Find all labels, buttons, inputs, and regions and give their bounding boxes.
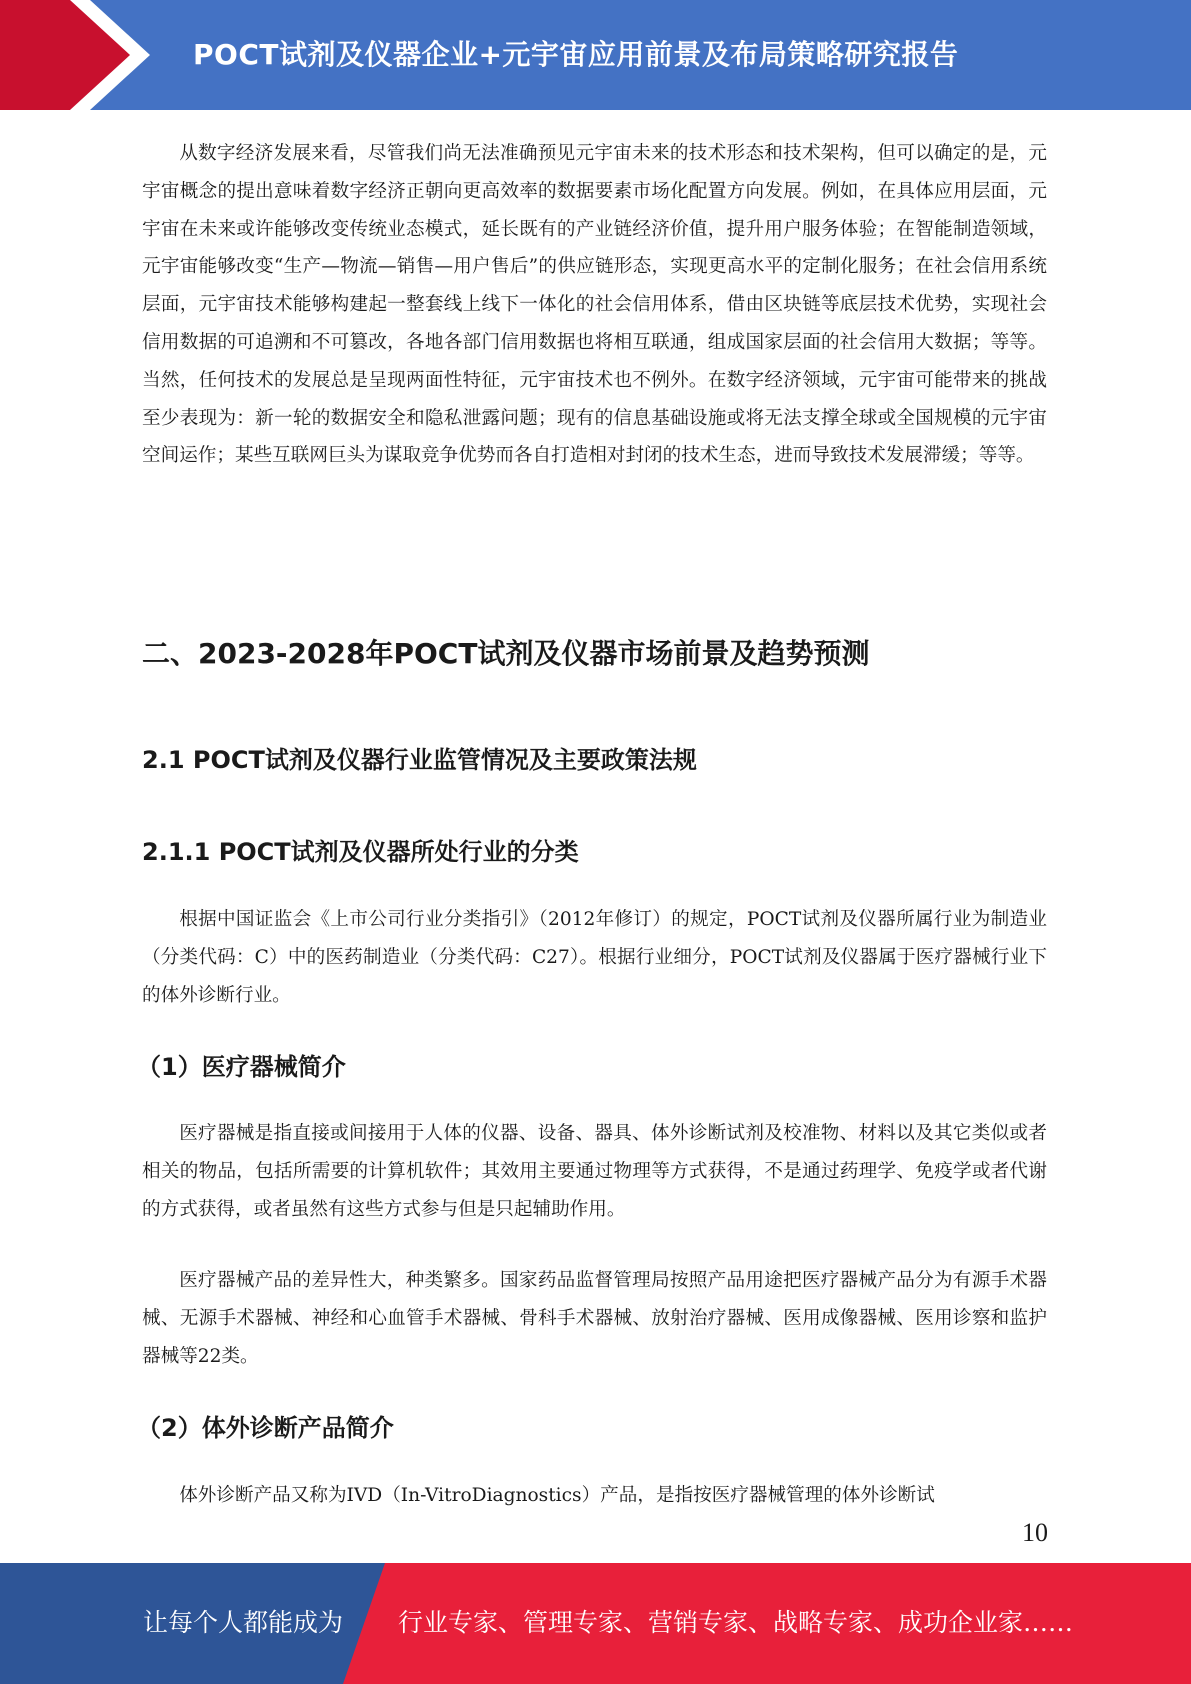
intro-block	[142, 135, 1047, 475]
device-block-2	[142, 1262, 1047, 1375]
intro-paragraph: 从数字经济发展来看，尽管我们尚无法准确预见元宇宙未来的技术形态和技术架构，但可以确定的是，元宇宙概念的提出意味着数字经济正朝向更高效率的数据要素市场化配置方向发展。例如，在具体应用层面，元宇宙在未来或许能够改变传统业态模式，延长既有的产业链经济价值，提升用户服务体验；在智能制造领域，元宇宙能够改变“生产—物流—销售—用户售后”的供应链形态，实现更高水平的定制化服务；在社会信用系统层面，元宇宙技术能够构建起一整套线上线下一体化的社会信用体系，借由区块链等底层技术优势，实现社会信用数据的可追溯和不可篡改，各地各部门信用数据也将相互联通，组成国家层面的社会信用大数据；等等。当然，任何技术的发展总是呈现两面性特征，元宇宙技术也不例外。在数字经济领域，元宇宙可能带来的挑战至少表现为：新一轮的数据安全和隐私泄露问题；现有的信息基础设施或将无法支撑全球或全国规模的元宇宙空间运作；某些互联网巨头为谋取竞争优势而各自打造相对封闭的技术生态，进而导致技术发展滞缓；等等。	[142, 143, 1047, 467]
ivd-heading: （2）体外诊断产品简介	[137, 1414, 394, 1442]
ivd-paragraph: 体外诊断产品又称为IVD（In-VitroDiagnostics）产品，是指按医疗器械管理的体外诊断试	[179, 1485, 935, 1506]
device-block-1	[142, 1115, 1047, 1228]
footer-banner	[0, 1563, 1191, 1684]
subsection-heading: 2.1 POCT试剂及仪器行业监管情况及主要政策法规	[142, 746, 697, 774]
header-banner	[0, 0, 1191, 110]
ivd-block	[142, 1477, 1047, 1515]
section-heading: 二、2023-2028年POCT试剂及仪器市场前景及趋势预测	[142, 637, 870, 670]
classification-block	[142, 901, 1047, 1014]
classification-paragraph: 根据中国证监会《上市公司行业分类指引》（2012年修订）的规定，POCT试剂及仪器所属行业为制造业（分类代码：C）中的医药制造业（分类代码：C27）。根据行业细分，POCT试剂及仪器属于医疗器械行业下的体外诊断行业。	[142, 909, 1047, 1006]
footer-slogan-right: 行业专家、管理专家、营销专家、战略专家、成功企业家……	[398, 1608, 1074, 1637]
report-title: POCT试剂及仪器企业+元宇宙应用前景及布局策略研究报告	[193, 38, 959, 71]
medical-device-heading: （1）医疗器械简介	[137, 1053, 346, 1081]
device-paragraph-1: 医疗器械是指直接或间接用于人体的仪器、设备、器具、体外诊断试剂及校准物、材料以及其它类似或者相关的物品，包括所需要的计算机软件；其效用主要通过物理等方式获得，不是通过药理学、免疫学或者代谢的方式获得，或者虽然有这些方式参与但是只起辅助作用。	[142, 1123, 1047, 1220]
page-number: 10	[1022, 1518, 1048, 1547]
device-paragraph-2: 医疗器械产品的差异性大，种类繁多。国家药品监督管理局按照产品用途把医疗器械产品分为有源手术器械、无源手术器械、神经和心血管手术器械、骨科手术器械、放射治疗器械、医用成像器械、医用诊察和监护器械等22类。	[142, 1270, 1047, 1367]
subsubsection-heading: 2.1.1 POCT试剂及仪器所处行业的分类	[142, 838, 579, 866]
footer-slogan-left: 让每个人都能成为	[143, 1608, 344, 1637]
